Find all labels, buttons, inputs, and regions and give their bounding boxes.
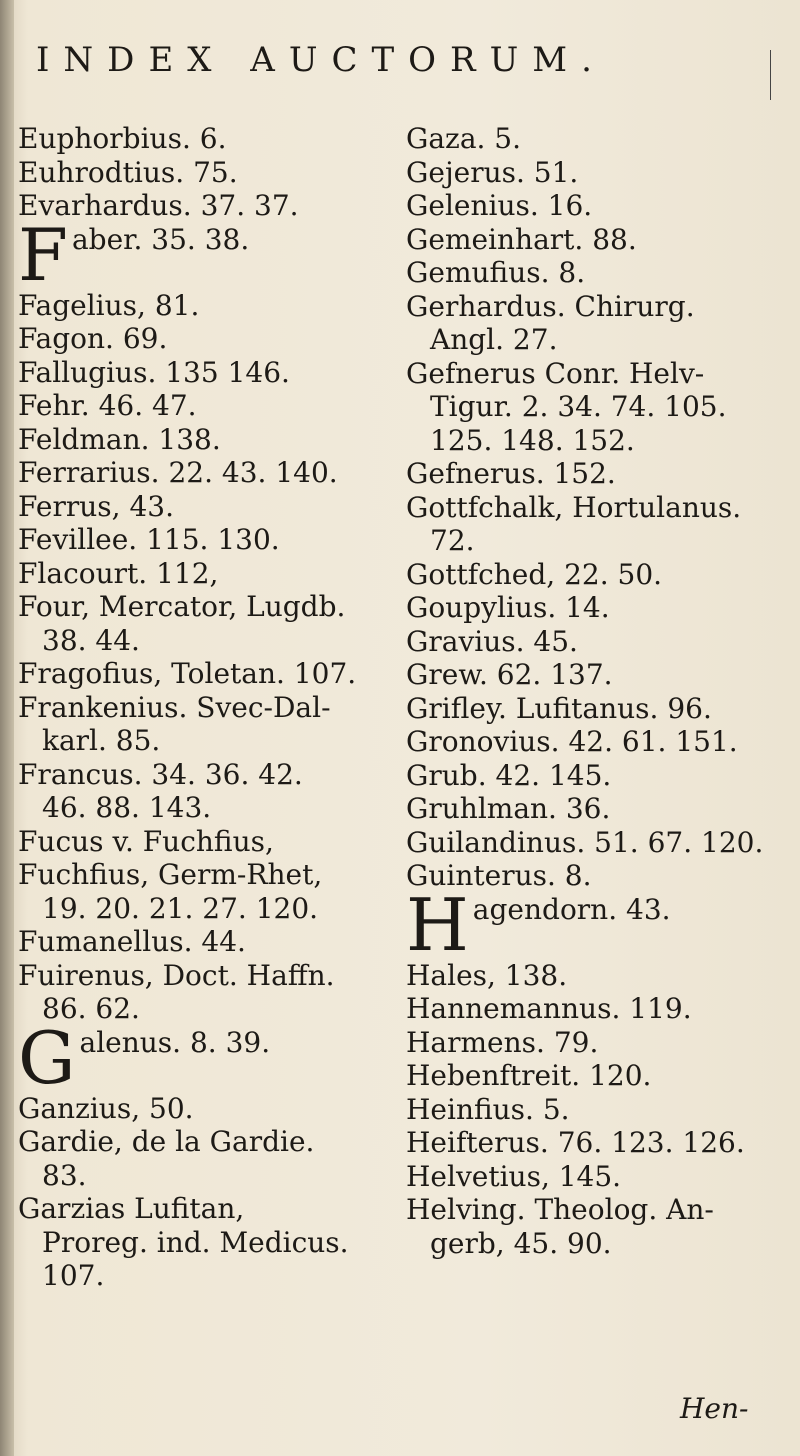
index-entry: Gottfchalk, Hortulanus. <box>406 490 742 524</box>
index-entry: Gravius. 45. <box>406 624 578 658</box>
index-entry-continuation: 19. 20. 21. 27. 120. <box>42 891 319 925</box>
index-entry: Fuchfius, Germ-Rhet, <box>18 858 323 891</box>
index-entry: Ganzius, 50. <box>18 1091 194 1125</box>
index-entry: Gronovius. 42. 61. 151. <box>406 725 738 758</box>
index-entry-initial <box>18 223 378 289</box>
index-entry: Feldman. 138. <box>18 422 221 456</box>
index-entry: Gaza. 5. <box>406 122 522 155</box>
index-entry: Euhrodtius. 75. <box>18 155 238 189</box>
index-entry: Helving. Theolog. An- <box>406 1193 714 1226</box>
index-entry: Fehr. 46. 47. <box>18 389 197 422</box>
index-entry: Helvetius, 145. <box>406 1159 622 1193</box>
index-entry-continuation: 72. <box>430 524 475 557</box>
index-entry: Fallugius. 135 146. <box>18 355 290 389</box>
index-entry: Hannemannus. 119. <box>406 992 692 1025</box>
right-column <box>406 122 776 1260</box>
index-entry: Evarhardus. 37. 37. <box>18 189 299 222</box>
index-entry: Gejerus. 51. <box>406 155 579 189</box>
index-entry: Gruhlman. 36. <box>406 792 611 825</box>
index-entry-continuation: 38. 44. <box>42 623 140 657</box>
index-entry-continuation: karl. 85. <box>42 724 161 757</box>
book-gutter <box>0 0 14 1456</box>
index-entry: Francus. 34. 36. 42. <box>18 757 303 791</box>
index-entry-continuation: 83. <box>42 1158 87 1192</box>
index-entry: Four, Mercator, Lugdb. <box>18 590 346 623</box>
page-header: INDEX AUCTORUM. <box>36 40 606 80</box>
index-entry: Heinfius. 5. <box>406 1092 570 1126</box>
drop-capital: G <box>18 1025 76 1092</box>
index-entry-continuation: 125. 148. 152. <box>430 423 635 457</box>
index-entry: Gardie, de la Gardie. <box>18 1125 315 1158</box>
index-entry: Fucus v. Fuchfius, <box>18 824 274 858</box>
index-entry-continuation: 46. 88. 143. <box>42 791 212 824</box>
index-entry: Fragofius, Toletan. 107. <box>18 657 357 690</box>
index-entry: Gerhardus. Chirurg. <box>406 289 695 323</box>
index-entry: Gottfched, 22. 50. <box>406 557 663 591</box>
drop-capital: H <box>406 892 469 959</box>
index-entry: Harmens. 79. <box>406 1025 599 1059</box>
index-entry: Gelenius. 16. <box>406 189 593 222</box>
index-entry: Fumanellus. 44. <box>18 925 246 958</box>
index-entry: Goupylius. 14. <box>406 591 610 624</box>
index-entry: Fuirenus, Doct. Haffn. <box>18 958 335 992</box>
index-entry-initial <box>406 893 776 959</box>
index-entry-continuation: Tigur. 2. 34. 74. 105. <box>430 390 727 423</box>
index-entry-continuation: 86. 62. <box>42 992 140 1025</box>
index-entry: Fagon. 69. <box>18 322 168 355</box>
index-entry: aber. 35. 38. <box>71 222 250 256</box>
index-entry-continuation: Proreg. ind. Medicus. <box>42 1225 349 1259</box>
index-entry-continuation: gerb, 45. 90. <box>430 1226 612 1260</box>
index-entry: Guilandinus. 51. 67. 120. <box>406 825 764 859</box>
index-entry: Fagelius, 81. <box>18 288 200 322</box>
index-entry: Grifley. Lufitanus. 96. <box>406 691 712 725</box>
index-entry: Garzias Lufitan, <box>18 1192 245 1225</box>
left-column <box>18 122 378 1293</box>
index-entry: Gefnerus Conr. Helv- <box>406 356 705 390</box>
index-entry: Flacourt. 112, <box>18 556 219 590</box>
index-entry: Gemufius. 8. <box>406 256 586 289</box>
index-entry: Grew. 62. 137. <box>406 658 613 691</box>
index-entry: Gefnerus. 152. <box>406 457 616 490</box>
drop-capital: F <box>18 222 68 289</box>
index-entry: Hales, 138. <box>406 958 568 992</box>
index-entry: alenus. 8. 39. <box>79 1025 271 1059</box>
index-entry: Frankenius. Svec-Dal- <box>18 690 331 724</box>
index-entry: Gemeinhart. 88. <box>406 222 637 256</box>
index-entry-initial <box>18 1026 378 1092</box>
index-entry: Hebenftreit. 120. <box>406 1059 652 1092</box>
index-entry-continuation: Angl. 27. <box>430 323 558 356</box>
index-entry: Heifterus. 76. 123. 126. <box>406 1126 745 1159</box>
index-entry: Fevillee. 115. 130. <box>18 523 280 556</box>
index-entry: Guinterus. 8. <box>406 859 592 892</box>
index-entry: Grub. 42. 145. <box>406 758 612 792</box>
index-entry: Euphorbius. 6. <box>18 122 227 155</box>
index-entry: agendorn. 43. <box>472 892 671 926</box>
index-entry-continuation: 107. <box>42 1259 105 1292</box>
index-entry: Ferrarius. 22. 43. 140. <box>18 456 338 489</box>
index-entry: Ferrus, 43. <box>18 489 174 523</box>
catchword: Hen- <box>680 1392 749 1425</box>
